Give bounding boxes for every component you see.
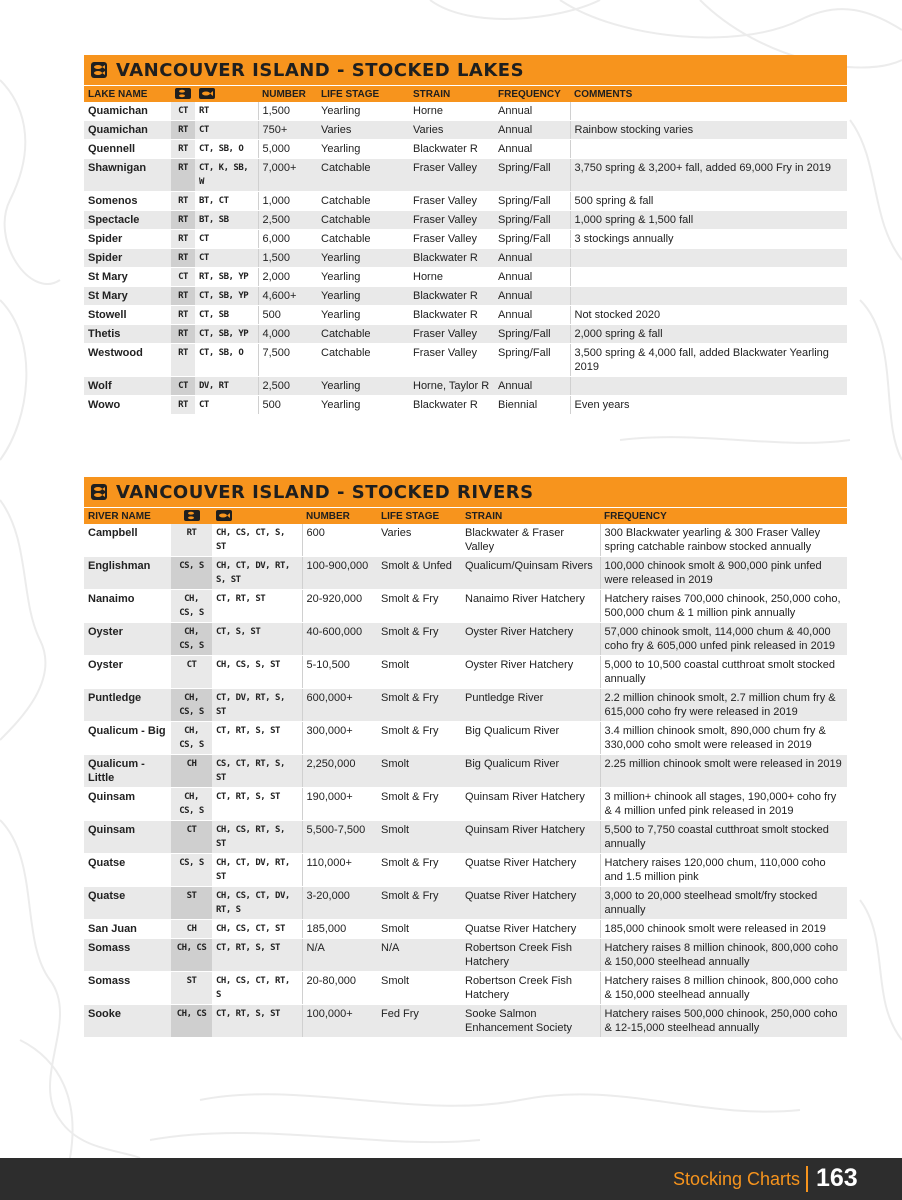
primary-species-cell: CH, CS, S xyxy=(171,788,212,821)
life-stage-cell: Yearling xyxy=(317,268,409,287)
rivers-header-row xyxy=(84,508,847,525)
number-cell: 1,500 xyxy=(258,249,317,268)
table-row xyxy=(84,192,847,211)
lake-name-cell: Spectacle xyxy=(84,211,171,230)
primary-species-cell: CH, CS xyxy=(171,1005,212,1038)
life-stage-cell: Yearling xyxy=(317,140,409,159)
strain-cell: Fraser Valley xyxy=(409,325,494,344)
comments-cell: Even years xyxy=(570,396,847,415)
river-name-cell: Nanaimo xyxy=(84,590,171,623)
life-stage-cell: Smolt xyxy=(377,821,461,854)
strain-cell: Robertson Creek Fish Hatchery xyxy=(461,939,600,972)
river-name-cell: Quinsam xyxy=(84,788,171,821)
number-cell: 7,500 xyxy=(258,344,317,377)
other-species-cell: CT, RT, S, ST xyxy=(212,722,302,755)
other-species-cell: CT, SB, O xyxy=(195,344,258,377)
other-species-cell: CH, CT, DV, RT, ST xyxy=(212,854,302,887)
life-stage-cell: Smolt xyxy=(377,656,461,689)
number-cell: 2,000 xyxy=(258,268,317,287)
lake-name-cell: Quamichan xyxy=(84,102,171,121)
table-row xyxy=(84,920,847,939)
strain-cell: Blackwater R xyxy=(409,140,494,159)
frequency-cell: Spring/Fall xyxy=(494,230,570,249)
primary-species-cell: CH xyxy=(171,755,212,788)
life-stage-cell: Smolt xyxy=(377,755,461,788)
primary-species-cell: RT xyxy=(171,140,195,159)
stocked-lakes-section xyxy=(84,55,847,415)
river-name-cell: Quatse xyxy=(84,887,171,920)
table-row xyxy=(84,287,847,306)
life-stage-cell: Catchable xyxy=(317,192,409,211)
strain-cell: Quatse River Hatchery xyxy=(461,920,600,939)
table-row xyxy=(84,211,847,230)
life-stage-cell: Smolt & Fry xyxy=(377,722,461,755)
number-cell: 600,000+ xyxy=(302,689,377,722)
other-species-cell: BT, CT xyxy=(195,192,258,211)
strain-cell: Blackwater R xyxy=(409,249,494,268)
col-number: NUMBER xyxy=(302,508,377,525)
other-fish-icon xyxy=(199,88,215,99)
table-row xyxy=(84,854,847,887)
frequency-cell: Annual xyxy=(494,249,570,268)
frequency-cell: Annual xyxy=(494,306,570,325)
life-stage-cell: Yearling xyxy=(317,287,409,306)
primary-species-cell: CH, CS, S xyxy=(171,689,212,722)
comments-cell: Not stocked 2020 xyxy=(570,306,847,325)
fish-species-icon xyxy=(90,483,108,501)
primary-species-cell: CH, CS xyxy=(171,939,212,972)
strain-cell: Horne, Taylor R xyxy=(409,377,494,396)
life-stage-cell: Catchable xyxy=(317,159,409,192)
number-cell: 4,000 xyxy=(258,325,317,344)
primary-species-cell: CH, CS, S xyxy=(171,623,212,656)
frequency-cell: Hatchery raises 700,000 chinook, 250,000 coho, 500,000 chum & 1 million pink annually xyxy=(600,590,847,623)
other-species-cell: CT, SB, O xyxy=(195,140,258,159)
other-species-cell: CT xyxy=(195,249,258,268)
primary-species-cell: ST xyxy=(171,887,212,920)
number-cell: 110,000+ xyxy=(302,854,377,887)
lake-name-cell: Spider xyxy=(84,230,171,249)
life-stage-cell: Catchable xyxy=(317,230,409,249)
col-strain: STRAIN xyxy=(409,86,494,103)
frequency-cell: Spring/Fall xyxy=(494,159,570,192)
number-cell: 2,500 xyxy=(258,211,317,230)
frequency-cell: 100,000 chinook smolt & 900,000 pink unfed were released in 2019 xyxy=(600,557,847,590)
table-row xyxy=(84,230,847,249)
strain-cell: Fraser Valley xyxy=(409,344,494,377)
rivers-table xyxy=(84,507,847,1038)
table-row xyxy=(84,939,847,972)
lakes-title: VANCOUVER ISLAND - STOCKED LAKES xyxy=(116,59,525,81)
frequency-cell: Hatchery raises 8 million chinook, 800,000 coho & 150,000 steelhead annually xyxy=(600,939,847,972)
number-cell: 2,500 xyxy=(258,377,317,396)
lakes-header-row xyxy=(84,86,847,103)
table-row xyxy=(84,344,847,377)
frequency-cell: Annual xyxy=(494,102,570,121)
primary-species-cell: CS, S xyxy=(171,854,212,887)
number-cell: 4,600+ xyxy=(258,287,317,306)
frequency-cell: 57,000 chinook smolt, 114,000 chum & 40,000 coho fry & 605,000 unfed pink released in 2019 xyxy=(600,623,847,656)
primary-species-cell: RT xyxy=(171,211,195,230)
number-cell: 500 xyxy=(258,306,317,325)
life-stage-cell: N/A xyxy=(377,939,461,972)
number-cell: 20-920,000 xyxy=(302,590,377,623)
life-stage-cell: Smolt & Fry xyxy=(377,854,461,887)
strain-cell: Fraser Valley xyxy=(409,159,494,192)
col-frequency: FREQUENCY xyxy=(494,86,570,103)
other-species-cell: CT, K, SB, W xyxy=(195,159,258,192)
strain-cell: Oyster River Hatchery xyxy=(461,623,600,656)
other-species-cell: CH, CS, CT, RT, S xyxy=(212,972,302,1005)
lake-name-cell: Spider xyxy=(84,249,171,268)
rivers-title: VANCOUVER ISLAND - STOCKED RIVERS xyxy=(116,481,534,503)
comments-cell: Rainbow stocking varies xyxy=(570,121,847,140)
other-species-cell: CT, SB, YP xyxy=(195,287,258,306)
table-row xyxy=(84,788,847,821)
lakes-title-bar xyxy=(84,55,847,85)
primary-species-cell: ST xyxy=(171,972,212,1005)
col-strain: STRAIN xyxy=(461,508,600,525)
table-row xyxy=(84,306,847,325)
table-row xyxy=(84,121,847,140)
comments-cell xyxy=(570,140,847,159)
strain-cell: Big Qualicum River xyxy=(461,755,600,788)
primary-species-cell: CT xyxy=(171,656,212,689)
number-cell: 7,000+ xyxy=(258,159,317,192)
table-row xyxy=(84,524,847,557)
life-stage-cell: Smolt & Fry xyxy=(377,623,461,656)
other-species-cell: CH, CS, RT, S, ST xyxy=(212,821,302,854)
comments-cell: 2,000 spring & fall xyxy=(570,325,847,344)
frequency-cell: 2.25 million chinook smolt were released in 2019 xyxy=(600,755,847,788)
number-cell: 5,000 xyxy=(258,140,317,159)
table-row xyxy=(84,689,847,722)
strain-cell: Blackwater & Fraser Valley xyxy=(461,524,600,557)
river-name-cell: Campbell xyxy=(84,524,171,557)
rivers-title-bar xyxy=(84,477,847,507)
other-species-cell: CT xyxy=(195,121,258,140)
other-species-cell: BT, SB xyxy=(195,211,258,230)
frequency-cell: Spring/Fall xyxy=(494,344,570,377)
strain-cell: Puntledge River xyxy=(461,689,600,722)
table-row xyxy=(84,972,847,1005)
river-name-cell: Englishman xyxy=(84,557,171,590)
primary-species-cell: RT xyxy=(171,192,195,211)
strain-cell: Varies xyxy=(409,121,494,140)
life-stage-cell: Catchable xyxy=(317,325,409,344)
lake-name-cell: Quamichan xyxy=(84,121,171,140)
strain-cell: Quatse River Hatchery xyxy=(461,854,600,887)
other-species-cell: CT, RT, S, ST xyxy=(212,1005,302,1038)
lakes-table xyxy=(84,85,847,415)
number-cell: 600 xyxy=(302,524,377,557)
table-row xyxy=(84,755,847,788)
lake-name-cell: Wolf xyxy=(84,377,171,396)
frequency-cell: 3,000 to 20,000 steelhead smolt/fry stocked annually xyxy=(600,887,847,920)
table-row xyxy=(84,396,847,415)
frequency-cell: Biennial xyxy=(494,396,570,415)
col-primary-species xyxy=(171,86,195,103)
col-river-name: RIVER NAME xyxy=(84,508,171,525)
col-comments: COMMENTS xyxy=(570,86,847,103)
number-cell: 1,000 xyxy=(258,192,317,211)
river-name-cell: Qualicum - Little xyxy=(84,755,171,788)
number-cell: 190,000+ xyxy=(302,788,377,821)
col-other-species xyxy=(212,508,302,525)
river-name-cell: Qualicum - Big xyxy=(84,722,171,755)
lake-name-cell: Somenos xyxy=(84,192,171,211)
primary-species-cell: CT xyxy=(171,377,195,396)
number-cell: 1,500 xyxy=(258,102,317,121)
other-species-cell: CT, DV, RT, S, ST xyxy=(212,689,302,722)
col-primary-species xyxy=(171,508,212,525)
other-species-cell: CT, SB, YP xyxy=(195,325,258,344)
river-name-cell: Oyster xyxy=(84,656,171,689)
primary-fish-icon xyxy=(184,510,200,521)
table-row xyxy=(84,590,847,623)
life-stage-cell: Smolt & Fry xyxy=(377,788,461,821)
table-row xyxy=(84,821,847,854)
life-stage-cell: Catchable xyxy=(317,344,409,377)
river-name-cell: Oyster xyxy=(84,623,171,656)
other-species-cell: CT, S, ST xyxy=(212,623,302,656)
number-cell: 750+ xyxy=(258,121,317,140)
table-row xyxy=(84,268,847,287)
other-species-cell: CH, CS, S, ST xyxy=(212,656,302,689)
strain-cell: Blackwater R xyxy=(409,306,494,325)
col-lake-name: LAKE NAME xyxy=(84,86,171,103)
primary-species-cell: RT xyxy=(171,325,195,344)
primary-species-cell: RT xyxy=(171,159,195,192)
life-stage-cell: Smolt & Fry xyxy=(377,590,461,623)
life-stage-cell: Smolt xyxy=(377,920,461,939)
lake-name-cell: Thetis xyxy=(84,325,171,344)
strain-cell: Blackwater R xyxy=(409,287,494,306)
frequency-cell: Hatchery raises 500,000 chinook, 250,000 coho & 12-15,000 steelhead annually xyxy=(600,1005,847,1038)
river-name-cell: San Juan xyxy=(84,920,171,939)
primary-species-cell: CT xyxy=(171,102,195,121)
page-number: 163 xyxy=(816,1164,858,1192)
lake-name-cell: St Mary xyxy=(84,268,171,287)
strain-cell: Qualicum/Quinsam Rivers xyxy=(461,557,600,590)
strain-cell: Sooke Salmon Enhancement Society xyxy=(461,1005,600,1038)
strain-cell: Quinsam River Hatchery xyxy=(461,821,600,854)
primary-species-cell: CH, CS, S xyxy=(171,722,212,755)
table-row xyxy=(84,377,847,396)
footer-section-label: Stocking Charts xyxy=(672,1169,800,1189)
life-stage-cell: Smolt & Fry xyxy=(377,887,461,920)
other-species-cell: CT xyxy=(195,396,258,415)
frequency-cell: 5,500 to 7,750 coastal cutthroat smolt stocked annually xyxy=(600,821,847,854)
other-species-cell: CT, RT, S, ST xyxy=(212,788,302,821)
primary-species-cell: RT xyxy=(171,524,212,557)
primary-species-cell: CH xyxy=(171,920,212,939)
life-stage-cell: Varies xyxy=(377,524,461,557)
life-stage-cell: Catchable xyxy=(317,211,409,230)
other-species-cell: CH, CS, CT, ST xyxy=(212,920,302,939)
number-cell: 40-600,000 xyxy=(302,623,377,656)
frequency-cell: 3 million+ chinook all stages, 190,000+ coho fry & 4 million unfed pink released in 2019 xyxy=(600,788,847,821)
table-row xyxy=(84,325,847,344)
table-row xyxy=(84,140,847,159)
frequency-cell: Annual xyxy=(494,121,570,140)
other-species-cell: CT, RT, ST xyxy=(212,590,302,623)
other-species-cell: DV, RT xyxy=(195,377,258,396)
strain-cell: Quinsam River Hatchery xyxy=(461,788,600,821)
primary-fish-icon xyxy=(175,88,191,99)
river-name-cell: Quinsam xyxy=(84,821,171,854)
frequency-cell: Spring/Fall xyxy=(494,325,570,344)
comments-cell: 3,500 spring & 4,000 fall, added Blackwater Yearling 2019 xyxy=(570,344,847,377)
number-cell: 5,500-7,500 xyxy=(302,821,377,854)
col-life-stage: LIFE STAGE xyxy=(377,508,461,525)
col-frequency: FREQUENCY xyxy=(600,508,847,525)
number-cell: N/A xyxy=(302,939,377,972)
strain-cell: Fraser Valley xyxy=(409,192,494,211)
other-species-cell: CT, RT, S, ST xyxy=(212,939,302,972)
primary-species-cell: CS, S xyxy=(171,557,212,590)
lake-name-cell: Shawnigan xyxy=(84,159,171,192)
strain-cell: Horne xyxy=(409,268,494,287)
strain-cell: Horne xyxy=(409,102,494,121)
table-row xyxy=(84,557,847,590)
lake-name-cell: Westwood xyxy=(84,344,171,377)
other-species-cell: CH, CS, CT, DV, RT, S xyxy=(212,887,302,920)
primary-species-cell: RT xyxy=(171,121,195,140)
river-name-cell: Puntledge xyxy=(84,689,171,722)
number-cell: 3-20,000 xyxy=(302,887,377,920)
number-cell: 5-10,500 xyxy=(302,656,377,689)
comments-cell: 3,750 spring & 3,200+ fall, added 69,000 Fry in 2019 xyxy=(570,159,847,192)
other-species-cell: CS, CT, RT, S, ST xyxy=(212,755,302,788)
strain-cell: Robertson Creek Fish Hatchery xyxy=(461,972,600,1005)
life-stage-cell: Yearling xyxy=(317,249,409,268)
frequency-cell: Annual xyxy=(494,287,570,306)
life-stage-cell: Smolt & Fry xyxy=(377,689,461,722)
frequency-cell: Spring/Fall xyxy=(494,192,570,211)
frequency-cell: 300 Blackwater yearling & 300 Fraser Valley spring catchable rainbow stocked annually xyxy=(600,524,847,557)
life-stage-cell: Varies xyxy=(317,121,409,140)
comments-cell xyxy=(570,377,847,396)
footer-divider xyxy=(806,1166,808,1192)
table-row xyxy=(84,159,847,192)
other-species-cell: CH, CT, DV, RT, S, ST xyxy=(212,557,302,590)
lake-name-cell: Quennell xyxy=(84,140,171,159)
frequency-cell: 2.2 million chinook smolt, 2.7 million chum fry & 615,000 coho fry were released in 2019 xyxy=(600,689,847,722)
river-name-cell: Somass xyxy=(84,939,171,972)
frequency-cell: 3.4 million chinook smolt, 890,000 chum fry & 330,000 coho smolt were released in 2019 xyxy=(600,722,847,755)
number-cell: 6,000 xyxy=(258,230,317,249)
table-row xyxy=(84,623,847,656)
primary-species-cell: CH, CS, S xyxy=(171,590,212,623)
table-row xyxy=(84,1005,847,1038)
col-other-species xyxy=(195,86,258,103)
number-cell: 100,000+ xyxy=(302,1005,377,1038)
col-life-stage: LIFE STAGE xyxy=(317,86,409,103)
comments-cell xyxy=(570,102,847,121)
frequency-cell: Annual xyxy=(494,268,570,287)
primary-species-cell: RT xyxy=(171,287,195,306)
river-name-cell: Somass xyxy=(84,972,171,1005)
lake-name-cell: St Mary xyxy=(84,287,171,306)
primary-species-cell: CT xyxy=(171,268,195,287)
frequency-cell: 5,000 to 10,500 coastal cutthroat smolt stocked annually xyxy=(600,656,847,689)
col-number: NUMBER xyxy=(258,86,317,103)
comments-cell: 1,000 spring & 1,500 fall xyxy=(570,211,847,230)
lake-name-cell: Wowo xyxy=(84,396,171,415)
stocked-rivers-section xyxy=(84,477,847,1038)
number-cell: 2,250,000 xyxy=(302,755,377,788)
river-name-cell: Quatse xyxy=(84,854,171,887)
frequency-cell: 185,000 chinook smolt were released in 2019 xyxy=(600,920,847,939)
strain-cell: Fraser Valley xyxy=(409,211,494,230)
primary-species-cell: RT xyxy=(171,396,195,415)
comments-cell xyxy=(570,249,847,268)
life-stage-cell: Yearling xyxy=(317,306,409,325)
frequency-cell: Annual xyxy=(494,377,570,396)
strain-cell: Blackwater R xyxy=(409,396,494,415)
other-species-cell: CH, CS, CT, S, ST xyxy=(212,524,302,557)
life-stage-cell: Yearling xyxy=(317,377,409,396)
strain-cell: Nanaimo River Hatchery xyxy=(461,590,600,623)
comments-cell xyxy=(570,287,847,306)
comments-cell: 3 stockings annually xyxy=(570,230,847,249)
fish-species-icon xyxy=(90,61,108,79)
number-cell: 20-80,000 xyxy=(302,972,377,1005)
table-row xyxy=(84,102,847,121)
life-stage-cell: Yearling xyxy=(317,102,409,121)
primary-species-cell: RT xyxy=(171,344,195,377)
primary-species-cell: CT xyxy=(171,821,212,854)
number-cell: 500 xyxy=(258,396,317,415)
comments-cell: 500 spring & fall xyxy=(570,192,847,211)
table-row xyxy=(84,887,847,920)
strain-cell: Big Qualicum River xyxy=(461,722,600,755)
frequency-cell: Hatchery raises 8 million chinook, 800,000 coho & 150,000 steelhead annually xyxy=(600,972,847,1005)
primary-species-cell: RT xyxy=(171,306,195,325)
life-stage-cell: Smolt & Unfed xyxy=(377,557,461,590)
frequency-cell: Spring/Fall xyxy=(494,211,570,230)
frequency-cell: Hatchery raises 120,000 chum, 110,000 coho and 1.5 million pink xyxy=(600,854,847,887)
primary-species-cell: RT xyxy=(171,230,195,249)
life-stage-cell: Fed Fry xyxy=(377,1005,461,1038)
number-cell: 100-900,000 xyxy=(302,557,377,590)
page-footer xyxy=(0,1158,902,1200)
strain-cell: Fraser Valley xyxy=(409,230,494,249)
other-species-cell: CT xyxy=(195,230,258,249)
other-species-cell: RT xyxy=(195,102,258,121)
other-fish-icon xyxy=(216,510,232,521)
comments-cell xyxy=(570,268,847,287)
number-cell: 300,000+ xyxy=(302,722,377,755)
primary-species-cell: RT xyxy=(171,249,195,268)
life-stage-cell: Yearling xyxy=(317,396,409,415)
strain-cell: Oyster River Hatchery xyxy=(461,656,600,689)
other-species-cell: CT, SB xyxy=(195,306,258,325)
strain-cell: Quatse River Hatchery xyxy=(461,887,600,920)
frequency-cell: Annual xyxy=(494,140,570,159)
life-stage-cell: Smolt xyxy=(377,972,461,1005)
lake-name-cell: Stowell xyxy=(84,306,171,325)
table-row xyxy=(84,656,847,689)
river-name-cell: Sooke xyxy=(84,1005,171,1038)
number-cell: 185,000 xyxy=(302,920,377,939)
other-species-cell: RT, SB, YP xyxy=(195,268,258,287)
table-row xyxy=(84,249,847,268)
table-row xyxy=(84,722,847,755)
